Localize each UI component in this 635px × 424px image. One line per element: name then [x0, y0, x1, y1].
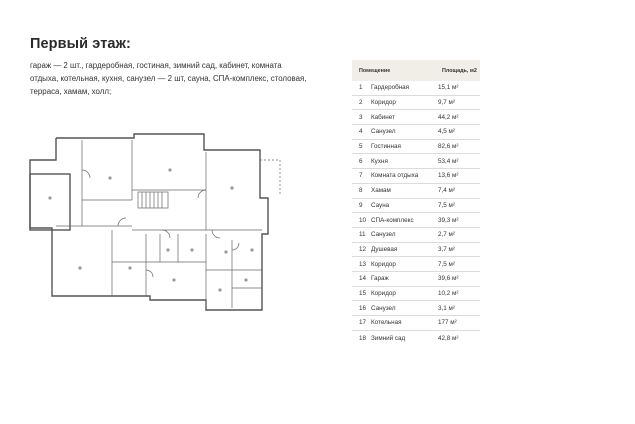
- row-room-name: Гараж: [371, 275, 389, 283]
- page-title: Первый этаж:: [30, 36, 131, 52]
- table-row: [352, 96, 480, 111]
- row-area: 44,2 м²: [438, 113, 459, 121]
- row-number: 11: [359, 231, 366, 239]
- row-number: 7: [359, 172, 363, 180]
- row-room-name: Кабинет: [371, 113, 395, 121]
- row-area: 82,6 м²: [438, 143, 459, 151]
- row-room-name: Коридор: [371, 99, 396, 107]
- row-room-name: Санузел: [371, 304, 396, 312]
- table-row: [352, 272, 480, 287]
- table-row: [352, 199, 480, 214]
- header-room: Помещение: [359, 67, 391, 74]
- row-number: 5: [359, 143, 363, 151]
- row-area: 39,3 м²: [438, 216, 459, 224]
- row-number: 18: [359, 334, 367, 342]
- row-room-name: Коридор: [371, 289, 396, 297]
- table-row: [352, 184, 480, 199]
- row-number: 10: [359, 216, 367, 224]
- row-number: 6: [359, 157, 363, 165]
- row-area: 53,4 м²: [438, 157, 459, 165]
- row-room-name: Комната отдыха: [371, 172, 419, 180]
- row-number: 1: [359, 84, 363, 92]
- table-body: [352, 81, 480, 345]
- table-row: [352, 213, 480, 228]
- row-number: 9: [359, 201, 363, 209]
- row-area: 10,2 м²: [438, 289, 459, 297]
- row-number: 13: [359, 260, 367, 268]
- winter-garden-outline: [30, 174, 70, 230]
- row-number: 14: [359, 275, 367, 283]
- table-row: [352, 154, 480, 169]
- row-number: 4: [359, 128, 363, 136]
- table-row: [352, 140, 480, 155]
- row-room-name: Душевая: [371, 245, 398, 253]
- row-area: 3,1 м²: [438, 304, 455, 312]
- row-room-name: СПА-комплекс: [371, 216, 414, 224]
- table-row: [352, 228, 480, 243]
- table-header: [352, 60, 480, 81]
- table-row: [352, 257, 480, 272]
- table-row: [352, 331, 480, 346]
- row-room-name: Хамам: [371, 187, 391, 195]
- row-number: 17: [359, 319, 367, 327]
- row-area: 2,7 м²: [438, 231, 455, 239]
- row-room-name: Санузел: [371, 231, 396, 239]
- table-row: [352, 81, 480, 96]
- table-row: [352, 169, 480, 184]
- row-area: 13,6 м²: [438, 172, 459, 180]
- row-area: 42,8 м²: [438, 334, 459, 342]
- row-area: 7,4 м²: [438, 187, 455, 195]
- row-area: 15,1 м²: [438, 84, 459, 92]
- table-row: [352, 301, 480, 316]
- rooms-table: [352, 60, 480, 345]
- table-row: [352, 243, 480, 258]
- row-area: 177 м²: [438, 319, 457, 327]
- row-number: 2: [359, 99, 363, 107]
- row-area: 39,6 м²: [438, 275, 459, 283]
- row-area: 3,7 м²: [438, 245, 455, 253]
- row-room-name: Котельная: [371, 319, 402, 327]
- floor-plan: [22, 130, 300, 330]
- row-number: 3: [359, 113, 363, 121]
- rooms-description: гараж — 2 шт., гардеробная, гостиная, зимний сад, кабинет, комната отдыха, котельная, кухня, санузел — 2 шт, сауна, СПА-комплекс, столовая, терраса, хамам, холл;: [30, 61, 307, 96]
- row-room-name: Санузел: [371, 128, 396, 136]
- row-room-name: Гардеробная: [371, 84, 410, 92]
- row-room-name: Зимний сад: [371, 334, 406, 342]
- row-number: 15: [359, 289, 367, 297]
- table-row: [352, 125, 480, 140]
- row-room-name: Гостинная: [371, 143, 401, 151]
- row-room-name: Сауна: [371, 201, 390, 209]
- table-row: [352, 316, 480, 331]
- table-row: [352, 110, 480, 125]
- row-area: 7,5 м²: [438, 201, 455, 209]
- row-room-name: Коридор: [371, 260, 396, 268]
- row-number: 8: [359, 187, 363, 195]
- table-row: [352, 287, 480, 302]
- row-area: 9,7 м²: [438, 99, 455, 107]
- row-number: 12: [359, 245, 367, 253]
- row-number: 16: [359, 304, 367, 312]
- header-area: Площадь, м2: [442, 67, 477, 74]
- row-room-name: Кухня: [371, 157, 388, 165]
- row-area: 7,5 м²: [438, 260, 455, 268]
- row-area: 4,5 м²: [438, 128, 455, 136]
